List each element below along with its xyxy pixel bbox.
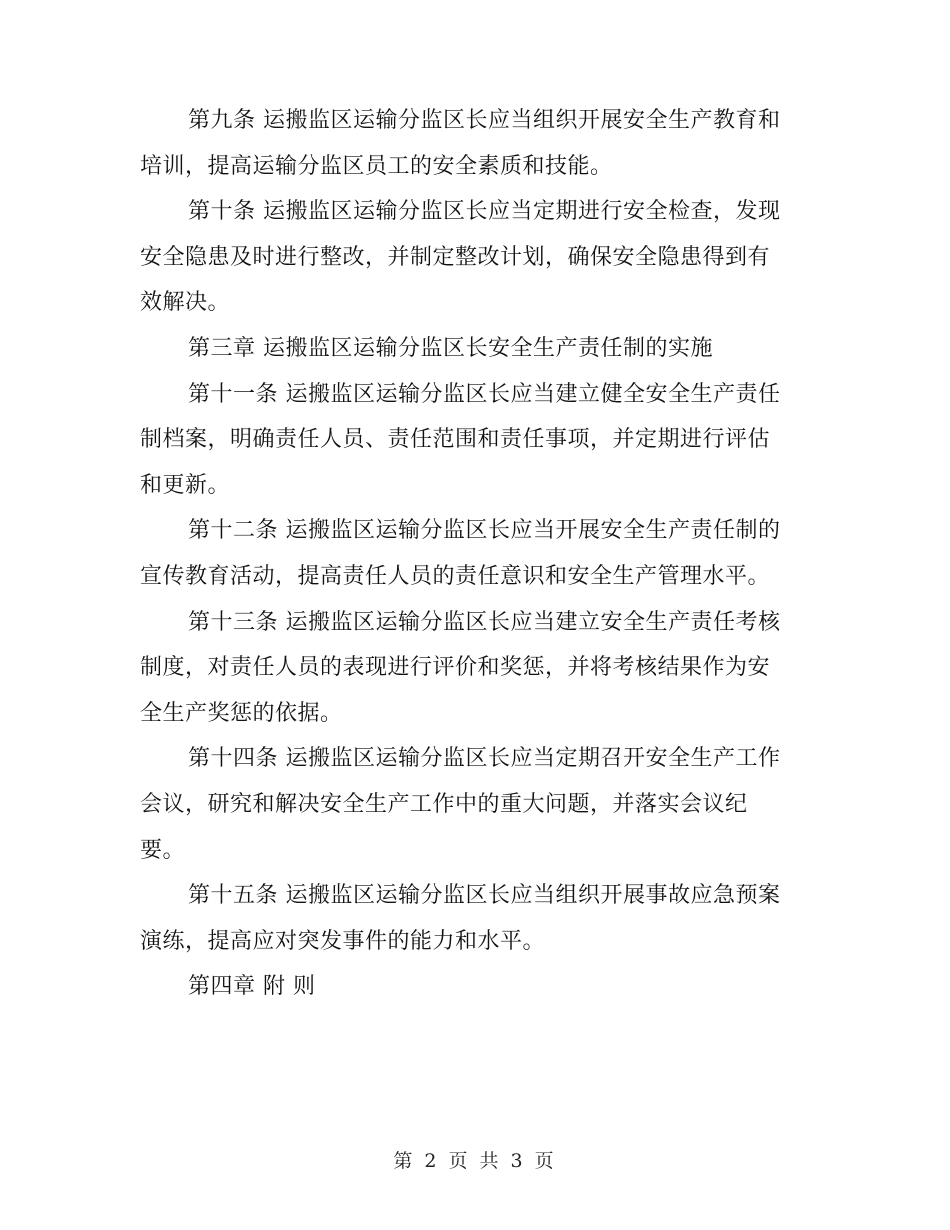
page-number-footer: 第 2 页 共 3 页	[393, 1150, 557, 1172]
chapter-4-heading	[140, 964, 812, 1010]
article-10-paragraph	[140, 189, 812, 326]
paragraph-line: 演练，提高应对突发事件的能力和水平。	[140, 928, 546, 954]
article-15-paragraph	[140, 873, 812, 964]
article-13-paragraph	[140, 600, 812, 737]
paragraph-line: 制度，对责任人员的表现进行评价和奖惩，并将考核结果作为安	[140, 655, 771, 681]
article-14-paragraph	[140, 736, 812, 873]
paragraph-line: 培训，提高运输分监区员工的安全素质和技能。	[140, 153, 613, 179]
article-9-paragraph	[140, 98, 812, 189]
paragraph-line: 宣传教育活动，提高责任人员的责任意识和安全生产管理水平。	[140, 563, 771, 589]
document-body	[140, 98, 812, 1010]
paragraph-line: 全生产奖惩的依据。	[140, 700, 343, 726]
paragraph-line: 安全隐患及时进行整改，并制定整改计划，确保安全隐患得到有	[140, 244, 771, 270]
paragraph-line: 效解决。	[140, 290, 231, 316]
paragraph-line: 第十一条 运搬监区运输分监区长应当建立健全安全生产责任	[188, 381, 781, 407]
paragraph-line: 第九条 运搬监区运输分监区长应当组织开展安全生产教育和	[188, 108, 781, 133]
paragraph-line: 第十四条 运搬监区运输分监区长应当定期召开安全生产工作	[188, 746, 781, 772]
paragraph-line: 要。	[140, 837, 186, 863]
paragraph-line: 会议，研究和解决安全生产工作中的重大问题，并落实会议纪	[140, 791, 748, 817]
article-12-paragraph	[140, 508, 812, 599]
paragraph-line: 第四章 附 则	[188, 974, 316, 1000]
paragraph-line: 第十五条 运搬监区运输分监区长应当组织开展事故应急预案	[188, 883, 781, 909]
paragraph-line: 和更新。	[140, 472, 231, 498]
paragraph-line: 第三章 运搬监区运输分监区长安全生产责任制的实施	[188, 335, 713, 361]
paragraph-line: 第十三条 运搬监区运输分监区长应当建立安全生产责任考核	[188, 609, 781, 635]
paragraph-line: 第十二条 运搬监区运输分监区长应当开展安全生产责任制的	[188, 518, 781, 544]
chapter-3-heading	[140, 326, 812, 372]
article-11-paragraph	[140, 372, 812, 509]
paragraph-line: 制档案，明确责任人员、责任范围和责任事项，并定期进行评估	[140, 427, 771, 453]
paragraph-line: 第十条 运搬监区运输分监区长应当定期进行安全检查，发现	[188, 199, 781, 225]
